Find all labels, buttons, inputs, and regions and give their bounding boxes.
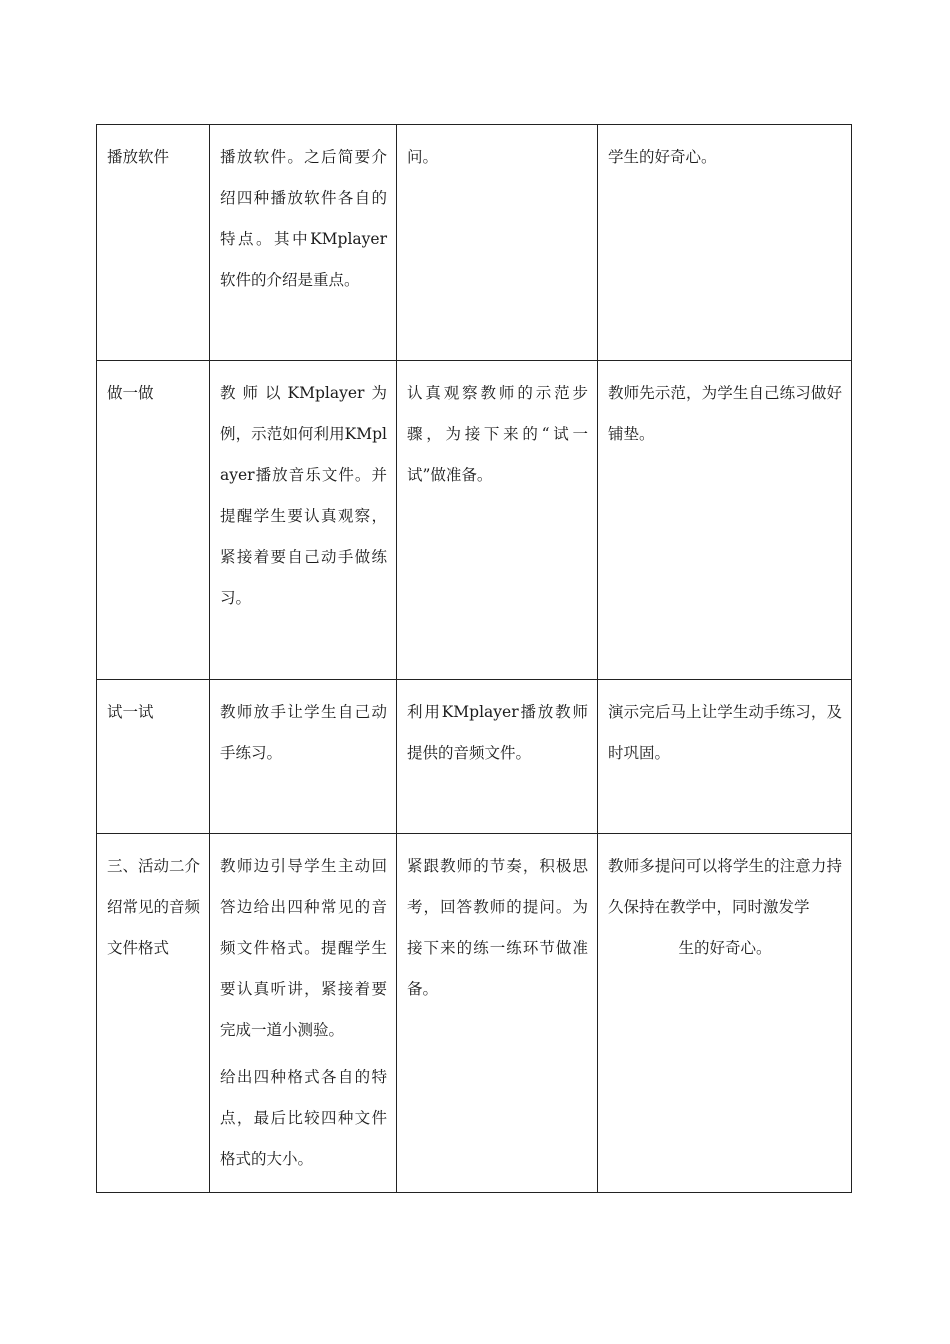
table-row — [97, 125, 852, 361]
step-text: 播放软件 — [107, 148, 170, 166]
teacher-activity-text: 教师以KMplayer为例，示范如何利用KMplayer播放音乐文件。并提醒学生要认真观察，紧接着要自己动手做练习。 — [220, 384, 387, 607]
step-text: 试一试 — [107, 703, 154, 721]
step-text: 做一做 — [107, 384, 154, 402]
design-intent-text: 教师先示范，为学生自己练习做好铺垫。 — [608, 384, 842, 443]
step-cell — [97, 834, 210, 1193]
student-activity-cell — [397, 680, 598, 834]
table-row — [97, 680, 852, 834]
design-intent-text: 教师多提问可以将学生的注意力持久保持在教学中，同时激发学 — [608, 857, 842, 916]
lesson-plan-table — [96, 124, 852, 1193]
design-intent-cell — [598, 680, 852, 834]
teacher-activity-cell — [210, 680, 397, 834]
table-row — [97, 361, 852, 680]
student-activity-text: 认真观察教师的示范步骤，为接下来的“试一试”做准备。 — [407, 384, 588, 484]
step-text: 三、活动二介绍常见的音频文件格式 — [107, 857, 201, 957]
student-activity-text: 问。 — [407, 148, 439, 166]
teacher-activity-cell — [210, 834, 397, 1193]
design-intent-cell — [598, 361, 852, 680]
step-cell — [97, 125, 210, 361]
design-intent-cell — [598, 834, 852, 1193]
teacher-activity-text: 教师边引导学生主动回答边给出四种常见的音频文件格式。提醒学生要认真听讲，紧接着要完成一道小测验。 — [220, 857, 387, 1039]
design-intent-text: 学生的好奇心。 — [608, 148, 717, 166]
teacher-activity-cell — [210, 125, 397, 361]
step-cell — [97, 680, 210, 834]
step-cell — [97, 361, 210, 680]
teacher-activity-text: 教师放手让学生自己动手练习。 — [220, 703, 387, 762]
teacher-activity-cell — [210, 361, 397, 680]
design-intent-tail-text: 生的好奇心。 — [678, 939, 772, 957]
student-activity-text: 利用KMplayer播放教师提供的音频文件。 — [407, 703, 588, 762]
student-activity-cell — [397, 834, 598, 1193]
teacher-activity-text: 播放软件。之后简要介绍四种播放软件各自的特点。其中KMplayer软件的介绍是重点。 — [220, 148, 387, 289]
student-activity-cell — [397, 361, 598, 680]
design-intent-text: 演示完后马上让学生动手练习，及时巩固。 — [608, 703, 842, 762]
student-activity-text: 紧跟教师的节奏，积极思考，回答教师的提问。为接下来的练一练环节做准备。 — [407, 857, 588, 998]
student-activity-cell — [397, 125, 598, 361]
teacher-activity-extra-text: 给出四种格式各自的特点，最后比较四种文件格式的大小。 — [220, 1068, 387, 1168]
table-row — [97, 834, 852, 1193]
design-intent-cell — [598, 125, 852, 361]
